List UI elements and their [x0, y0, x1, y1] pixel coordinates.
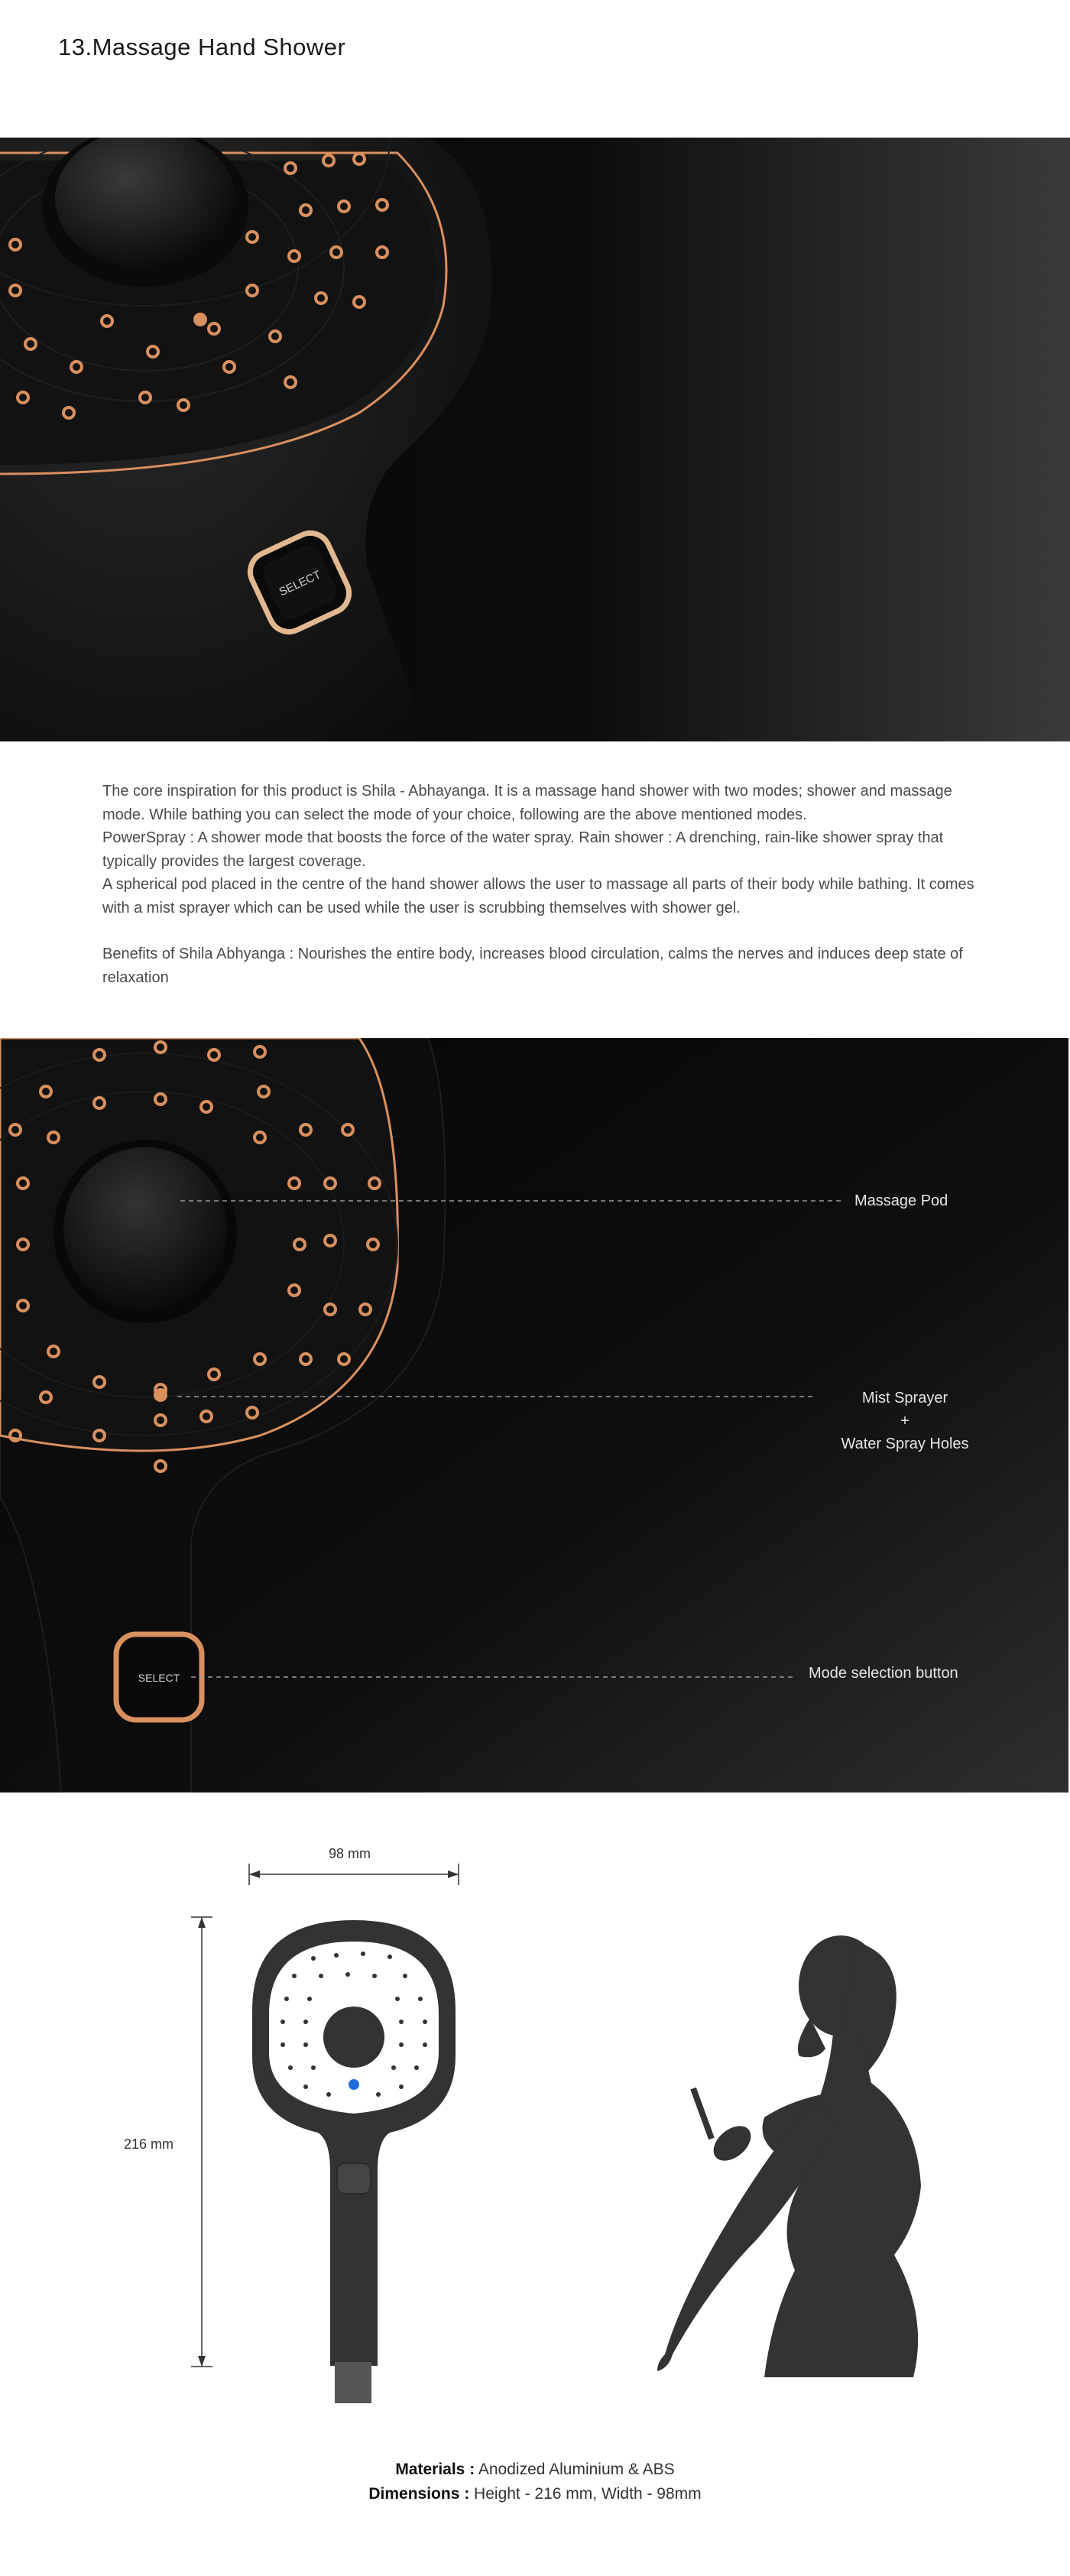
materials-line: [0, 2458, 1070, 2482]
svg-text:SELECT: SELECT: [277, 568, 323, 599]
dimensions-label: Dimensions :: [368, 2485, 470, 2503]
hero-illustration: [0, 138, 1070, 741]
callout-plus: +: [900, 1413, 909, 1429]
materials-label: Materials :: [395, 2461, 475, 2478]
width-dimension-label: 98 mm: [329, 1846, 371, 1861]
woman-silhouette: [657, 1935, 921, 2377]
dimensions-value: Height - 216 mm, Width - 98mm: [469, 2485, 702, 2503]
materials-value: Anodized Aluminium & ABS: [475, 2461, 675, 2478]
callout-mist-label: Mist Sprayer: [861, 1390, 948, 1406]
mist-sprayer-icon: [349, 2079, 359, 2090]
hero-render: [0, 138, 1070, 741]
description-paragraph: PowerSpray : A shower mode that boosts the force of the water spray. Rain shower : A drenching, rain-like shower spray that typically provides the largest coverage.: [102, 829, 944, 870]
description-paragraph: A spherical pod placed in the centre of the hand shower allows the user to massage all parts of their body while bathing. It comes with a mist sprayer which can be used while the user is scrubbing themselves with shower gel.: [102, 876, 974, 917]
mist-sprayer-icon: [154, 1388, 167, 1402]
product-description: [102, 780, 981, 989]
callout-mode-button: Mode selection button: [809, 1665, 958, 1682]
svg-text:SELECT: SELECT: [138, 1672, 180, 1684]
hand-shower-front-view: [252, 1920, 456, 2403]
product-specs: [0, 2458, 1070, 2506]
dimensions-line: [0, 2482, 1070, 2506]
callout-massage-pod: Massage Pod: [854, 1192, 948, 1209]
description-paragraph: The core inspiration for this product is Shila - Abhayanga. It is a massage hand shower with two modes; shower and massage mode. While bathing you can select the mode of your choice, following are the above mentioned modes.: [102, 783, 952, 823]
page-title: 13.Massage Hand Shower: [58, 34, 346, 60]
mist-sprayer-icon: [193, 313, 207, 326]
description-paragraph: Benefits of Shila Abhyanga : Nourishes the entire body, increases blood circulation, calms the nerves and induces deep state of relaxation: [102, 946, 963, 986]
callout-water-holes-label: Water Spray Holes: [841, 1436, 969, 1452]
callout-mist-sprayer: [836, 1387, 974, 1455]
height-dimension-label: 216 mm: [124, 2136, 174, 2152]
